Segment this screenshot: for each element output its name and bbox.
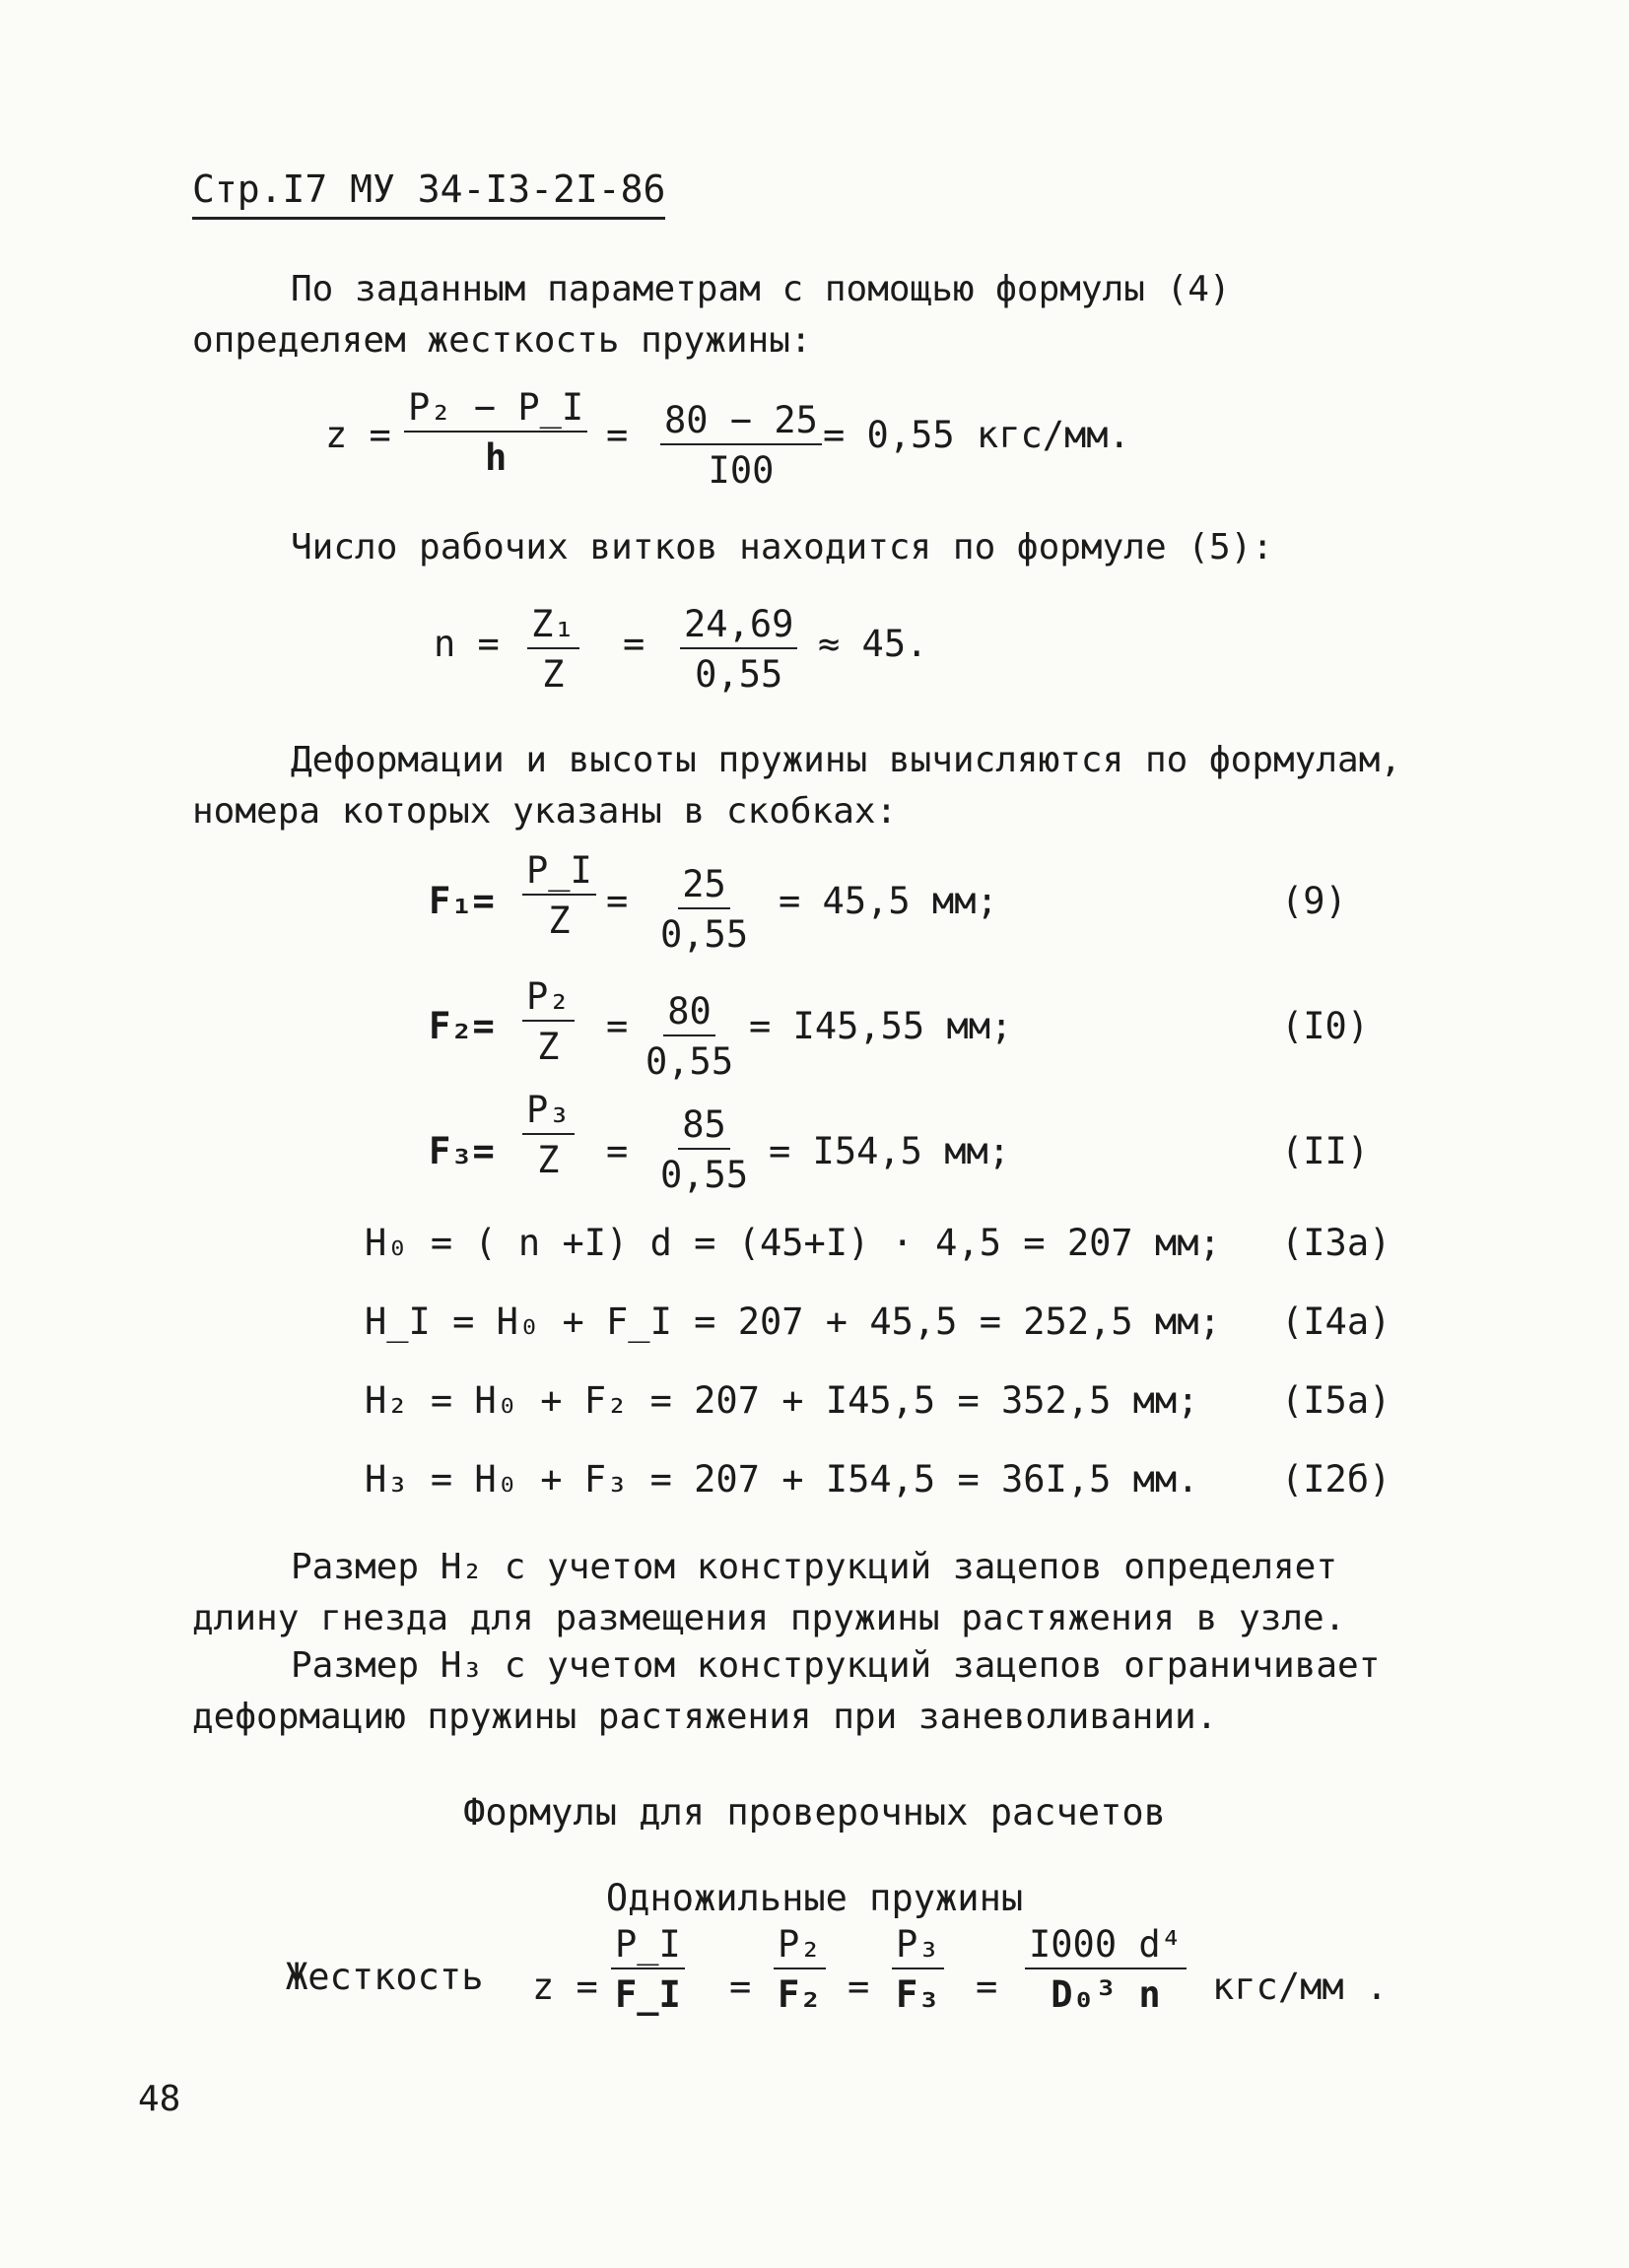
eq-f2-lhs: F₂= [429,1005,495,1047]
stiffness-unit: кгс/мм . [1212,1966,1389,2008]
stiffness-fraction-2: $\frac{\text{P₂}}{\text{F₂}}$ [774,1923,826,2016]
paragraph-turns: Число рабочих витков находится по формуле (5): [291,527,1273,567]
subsection-title: Одножильные пружины [605,1877,1024,1919]
eq-f2-fraction-2: $\frac{80}{0,55}$ [645,990,734,1083]
paragraph-h2-size: Размер H₂ с учетом конструкций зацепов определяет длину гнезда для размещения пружины растяжения в узле. [192,1547,1346,1638]
eq-z-result: = 0,55 кгс/мм. [823,414,1130,456]
stiffness-fraction-3: $\frac{\text{P₃}}{\text{F₃}}$ [892,1923,944,2016]
eq-f1-fraction-1: $\frac{P\_I}{Z}$ [522,849,596,942]
eq-f1-equals: = [606,880,629,922]
eq-f1-result: = 45,5 мм; [779,880,998,922]
eq-n-fraction-2: $\frac{24,69}{0,55}$ [680,603,797,696]
eq-h2-number: (I5а) [1281,1379,1391,1422]
eq-f3-fraction-2: $\frac{85}{0,55}$ [660,1103,749,1196]
eq-h0-number: (I3а) [1281,1222,1391,1264]
eq-f3-equals: = [606,1130,629,1172]
eq-f1-lhs: F₁= [429,880,495,922]
section-title: Формулы для проверочных расчетов [463,1791,1166,1834]
page-number: 48 [138,2079,181,2119]
eq-h3: H₃ = H₀ + F₃ = 207 + I54,5 = 36I,5 мм. [365,1458,1199,1501]
eq-z-fraction-2: $\frac{80 - 25}{I00}$ [660,399,822,492]
stiffness-fraction-4: $\frac{\text{I000 d⁴}}{\text{D₀³ n}}$ [1025,1923,1187,2016]
eq-f2-result: = I45,55 мм; [749,1005,1013,1047]
eq-f2-number: (I0) [1281,1005,1370,1047]
eq-h3-number: (I2б) [1281,1458,1391,1501]
eq-f1-number: (9) [1281,880,1347,922]
paragraph-intro: По заданным параметрам с помощью формулы (4) определяем жесткость пружины: [192,269,1231,361]
eq-n-lhs: n = [434,623,500,665]
stiffness-label: Жесткость [286,1956,484,1998]
document-header: Стр.I7 МУ 34-I3-2I-86 [192,167,665,220]
stiffness-lhs: z = [532,1966,598,2008]
eq-z-lhs: z = [325,414,391,456]
eq-f3-number: (II) [1281,1130,1370,1172]
eq-z-equals: = [606,414,629,456]
eq-f2-fraction-1: $\frac{\text{P₂}}{Z}$ [522,975,575,1068]
eq-h1-number: (I4а) [1281,1301,1391,1343]
eq-z-fraction-1: $\frac{\text{P₂ − P\_I}}{h}$ [404,386,587,479]
eq-f3-lhs: F₃= [429,1130,495,1172]
stiffness-equals-2: = [848,1966,870,2008]
paragraph-deformations: Деформации и высоты пружины вычисляются по формулам, номера которых указаны в скобках: [192,740,1402,832]
eq-h1: H_I = H₀ + F_I = 207 + 45,5 = 252,5 мм; [365,1301,1221,1343]
eq-n-equals: = [623,623,645,665]
eq-h0: H₀ = ( n +I) d = (45+I) · 4,5 = 207 мм; [365,1222,1221,1264]
stiffness-equals-1: = [729,1966,752,2008]
eq-n-result: ≈ 45. [818,623,928,665]
paragraph-h3-size: Размер H₃ с учетом конструкций зацепов ограничивает деформацию пружины растяжения при заневоливании. [192,1645,1381,1737]
eq-f2-equals: = [606,1005,629,1047]
eq-n-fraction-1: $\frac{\text{Z₁}}{Z}$ [527,603,579,696]
eq-h2: H₂ = H₀ + F₂ = 207 + I45,5 = 352,5 мм; [365,1379,1199,1422]
eq-f3-result: = I54,5 мм; [769,1130,1011,1172]
stiffness-equals-3: = [976,1966,998,2008]
eq-f1-fraction-2: $\frac{25}{0,55}$ [660,863,749,956]
stiffness-fraction-1: $\frac{P\_I}{F\_I}$ [611,1923,685,2016]
eq-f3-fraction-1: $\frac{\text{P₃}}{Z}$ [522,1089,575,1181]
